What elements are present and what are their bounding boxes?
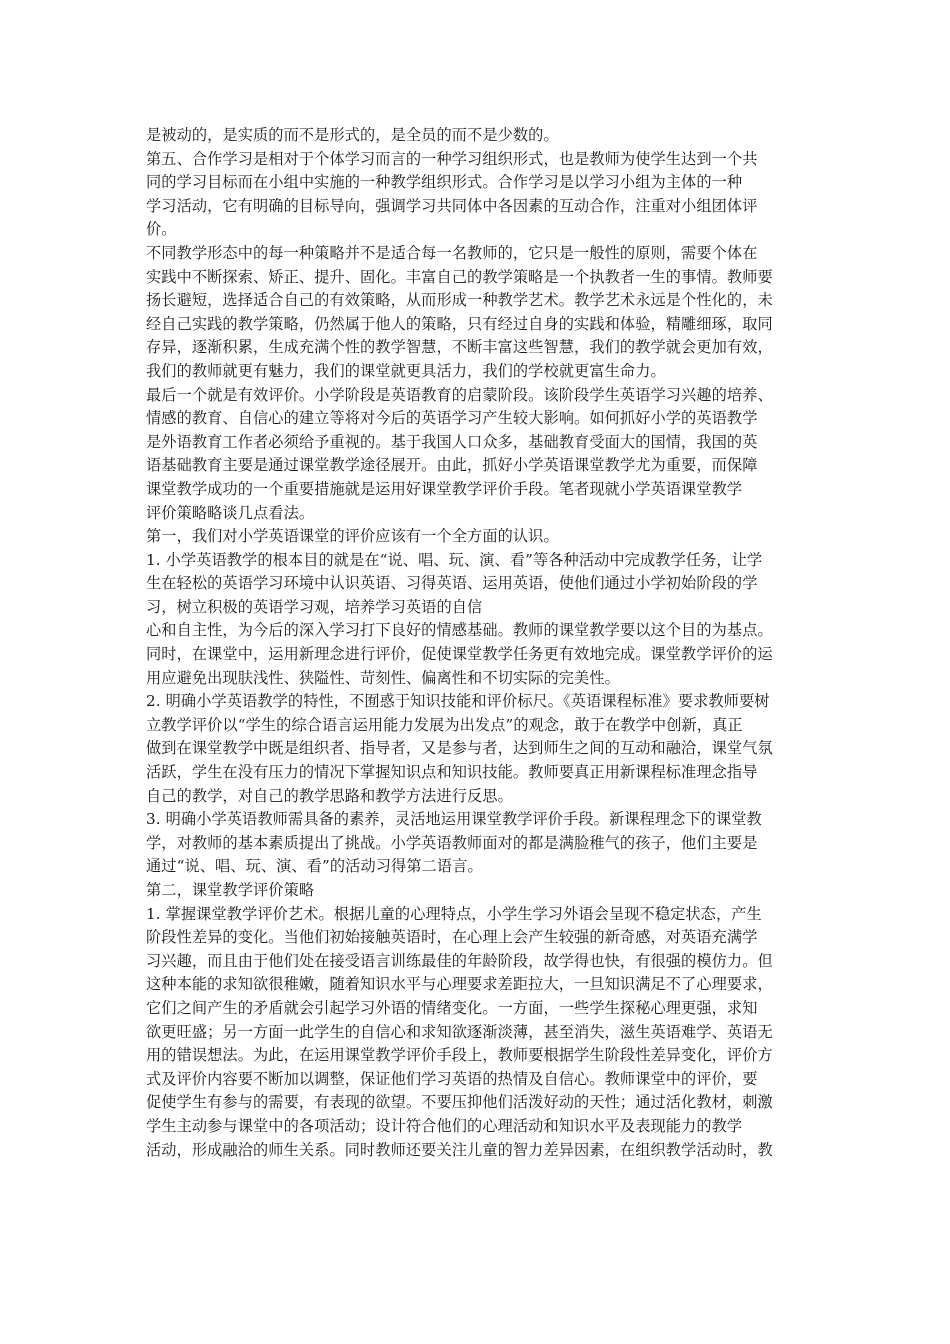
- text-line: 欲更旺盛；另一方面一此学生的自信心和求知欲逐渐淡薄，甚至消失，滋生英语难学、英语无: [146, 1022, 773, 1041]
- text-line: 立教学评价以“学生的综合语言运用能力发展为出发点”的观念，敢于在教学中创新，真正: [146, 715, 743, 734]
- text-line: 经自己实践的教学策略，仍然属于他人的策略，只有经过自身的实践和体验，精雕细琢，取同: [146, 314, 773, 333]
- text-line: 用应避免出现肤浅性、狭隘性、苛刻性、偏离性和不切实际的完美性。: [146, 668, 620, 687]
- text-line: 它们之间产生的矛盾就会引起学习外语的情绪变化。一方面，一些学生探秘心理更强，求知: [146, 998, 758, 1017]
- text-line: 第一，我们对小学英语课堂的评价应该有一个全方面的认识。: [146, 527, 559, 546]
- text-line: 阶段性差异的变化。当他们初始接触英语时，在心理上会产生较强的新奇感，对英语充满学: [146, 928, 758, 947]
- text-line: 同时，在课堂中，运用新理念进行评价，促使课堂教学任务更有效地完成。课堂教学评价的运: [146, 645, 773, 664]
- text-line: 这种本能的求知欲很稚嫩，随着知识水平与心理要求差距拉大，一旦知识满足不了心理要求，: [146, 975, 773, 994]
- text-line: 情感的教育、自信心的建立等将对今后的英语学习产生较大影响。如何抓好小学的英语教学: [146, 409, 758, 428]
- text-line: 不同教学形态中的每一种策略并不是适合每一名教师的，它只是一般性的原则，需要个体在: [146, 243, 758, 262]
- text-line: 价。: [146, 220, 177, 239]
- text-line: 用的错误想法。为此，在运用课堂教学评价手段上，教师要根据学生阶段性差异变化，评价方: [146, 1046, 773, 1065]
- text-line: 1. 掌握课堂教学评价艺术。根据儿童的心理特点，小学生学习外语会呈现不稳定状态，产生: [146, 904, 762, 923]
- text-line: 式及评价内容要不断加以调整，保证他们学习英语的热情及自信心。教师课堂中的评价，要: [146, 1069, 758, 1088]
- text-line: 实践中不断探索、矫正、提升、固化。丰富自己的教学策略是一个执教者一生的事情。教师要: [146, 267, 773, 286]
- text-line: 自己的教学，对自己的教学思路和教学方法进行反思。: [146, 786, 513, 805]
- text-line: 扬长避短，选择适合自己的有效策略，从而形成一种教学艺术。教学艺术永远是个性化的，未: [146, 291, 773, 310]
- text-line: 习兴趣，而且由于他们处在接受语言训练最佳的年龄阶段，故学得也快，有很强的模仿力。但: [146, 951, 773, 970]
- text-line: 学生主动参与课堂中的各项活动；设计符合他们的心理活动和知识水平及表现能力的教学: [146, 1116, 743, 1135]
- text-line: 做到在课堂教学中既是组织者、指导者，又是参与者，达到师生之间的互动和融洽，课堂气氛: [146, 739, 773, 758]
- text-line: 活动，形成融洽的师生关系。同时教师还要关注儿童的智力差异因素，在组织教学活动时，教: [146, 1140, 773, 1159]
- text-line: 是外语教育工作者必须给予重视的。基于我国人口众多，基础教育受面大的国情，我国的英: [146, 432, 758, 451]
- text-line: 生在轻松的英语学习环境中认识英语、习得英语、运用英语，使他们通过小学初始阶段的学: [146, 574, 758, 593]
- text-line: 是被动的，是实质的而不是形式的，是全员的而不是少数的。: [146, 126, 559, 144]
- text-line: 最后一个就是有效评价。小学阶段是英语教育的启蒙阶段。该阶段学生英语学习兴趣的培养、: [146, 385, 773, 404]
- text-line: 评价策略略谈几点看法。: [146, 503, 315, 522]
- text-line: 同的学习目标而在小组中实施的一种教学组织形式。合作学习是以学习小组为主体的一种: [146, 173, 743, 192]
- text-line: 1. 小学英语教学的根本目的就是在“说、唱、玩、演、看”等各种活动中完成教学任务，让学: [146, 550, 763, 569]
- text-line: 促使学生有参与的需要，有表现的欲望。不要压抑他们活泼好动的天性；通过活化教材，刺激: [146, 1093, 773, 1112]
- text-line: 学习活动，它有明确的目标导向，强调学习共同体中各因素的互动合作，注重对小组团体评: [146, 196, 758, 215]
- text-line: 语基础教育主要是通过课堂教学途径展开。由此，抓好小学英语课堂教学尤为重要，而保障: [146, 456, 758, 475]
- text-line: 习，树立积极的英语学习观，培养学习英语的自信: [146, 597, 483, 616]
- text-line: 存异，逐渐积累，生成充满个性的教学智慧，不断丰富这些智慧，我们的教学就会更加有效，: [146, 338, 773, 357]
- text-line: 学，对教师的基本素质提出了挑战。小学英语教师面对的都是满脸稚气的孩子，他们主要是: [146, 833, 758, 852]
- text-line: 3. 明确小学英语教师需具备的素养，灵活地运用课堂教学评价手段。新课程理念下的课堂教: [146, 810, 762, 829]
- text-line: 第五、合作学习是相对于个体学习而言的一种学习组织形式，也是教师为使学生达到一个共: [146, 149, 758, 168]
- text-line: 课堂教学成功的一个重要措施就是运用好课堂教学评价手段。笔者现就小学英语课堂教学: [146, 479, 743, 498]
- text-line: 通过“说、唱、玩、演、看”的活动习得第二语言。: [146, 857, 483, 876]
- text-line: 心和自主性，为今后的深入学习打下良好的情感基础。教师的课堂教学要以这个目的为基点。: [146, 621, 773, 640]
- text-line: 我们的教师就更有魅力，我们的课堂就更具活力，我们的学校就更富生命力。: [146, 361, 666, 380]
- text-line: 第二，课堂教学评价策略: [146, 881, 315, 899]
- text-line: 活跃，学生在没有压力的情况下掌握知识点和知识技能。教师要真正用新课程标准理念指导: [146, 763, 758, 782]
- document-body: [146, 124, 808, 1162]
- text-line: 2. 明确小学英语教学的特性，不囿惑于知识技能和评价标尺。《英语课程标准》要求教师要树: [146, 692, 770, 711]
